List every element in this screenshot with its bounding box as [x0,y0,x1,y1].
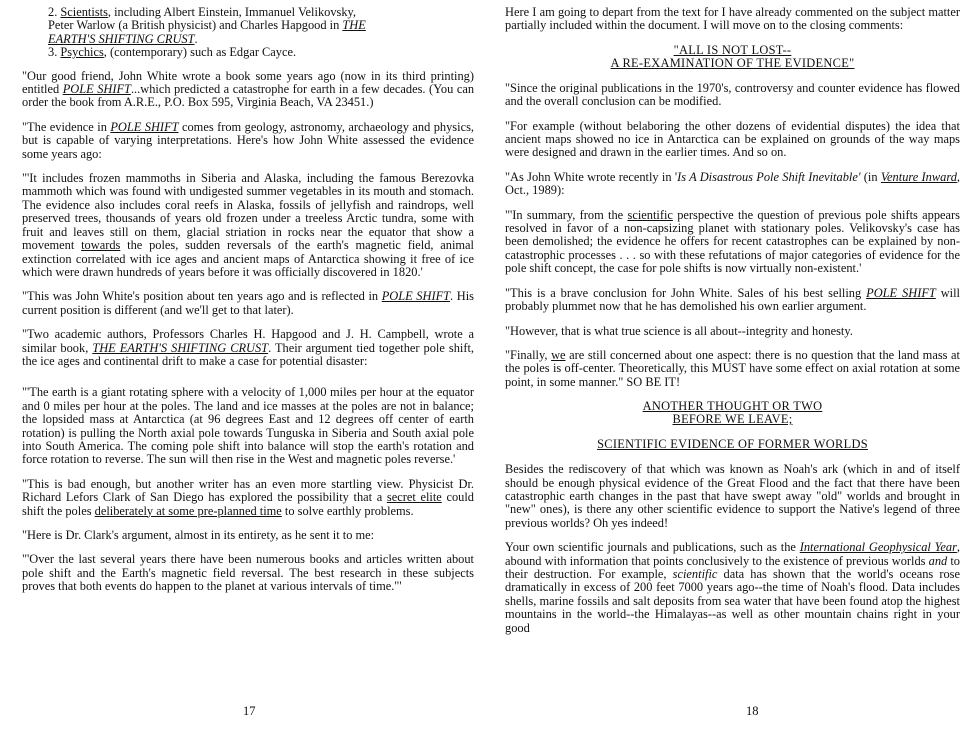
book-title: POLE SHIFT [866,285,936,300]
left-page [22,6,474,605]
text: , Oct., 1989): [505,169,960,198]
underlined-text: we [551,347,566,362]
text: "Our good friend, John White wrote a book some years ago (now in its third printing) entitled [22,68,474,97]
numbered-list [48,6,474,60]
paragraph [22,172,474,279]
text: (in [860,169,881,184]
text: "This is a brave conclusion for John White. Sales of his best selling [505,285,867,300]
section-heading [505,438,960,451]
list-term: Psychics [60,45,104,60]
text: . His current position is different (and we'll get to that later). [22,289,474,317]
right-page [505,6,960,646]
underlined-text: secret elite [386,490,442,505]
list-text: , (contemporary) such as Edgar Cayce. [103,45,297,60]
list-number: 3. [48,45,58,60]
emphasis-text: scientific [672,566,718,581]
paragraph: "Here is Dr. Clark's argument, almost in its entirety, as he sent it to me: [22,528,375,542]
paragraph: Here I am going to depart from the text for I have already commented on the subject matter partially included within the document. I will move on to the closing comments: [505,5,960,33]
paragraph: "However, that is what true science is all about--integrity and honesty. [505,323,853,338]
heading-line: A RE-EXAMINATION OF THE EVIDENCE" [610,55,855,70]
text: could shift the poles [22,490,474,518]
list-item [48,6,474,46]
text: "As John White wrote recently in ' [505,169,678,184]
text: comes from geology, astronomy, archaeology and physics, but is capable of varying interpretations. Here's how John White assessed the evidence some years ago: [22,119,474,161]
list-text: Peter Warlow (a British physicist) and Charles Hapgood in [48,18,343,33]
article-title: Is A Disastrous Pole Shift Inevitable' [677,169,861,184]
quote-paragraph: "'Over the last several years there have been numerous books and articles written about pole shift and the Earth's magnetic field reversal. The best research in these subjects proves that both events do happen to the planet at various intervals of time."' [22,552,474,594]
section-heading [505,44,960,70]
book-title: THE [342,18,366,33]
list-text: . [194,31,198,46]
quote-paragraph: "'The earth is a giant rotating sphere with a velocity of 1,000 miles per hour at the equator and 0 miles per hour at the poles. The land and ice masses at the poles are not in balance; the lopsided mass at Antarctica (at 96 degrees East and 12 degrees off center of earth rotation) is pulling the North axial pole towards Tunguska in Siberia and South axial pole into South America. The coming pole shift into balance will stop the earth's rotation and force rotation to reverse. The sun will then rise in the West and magnetic poles reverse.' [22,385,474,467]
text: Your own scientific journals and publications, such as the [505,540,800,555]
quote-paragraph [505,209,960,276]
paragraph [505,287,960,314]
page-number: 18 [746,704,759,718]
underlined-text: scientific [627,207,673,222]
text: data has shown that the world's oceans rose dramatically in excess of 200 feet 7000 years ago--the time of Noah's flood. Data includes shells, marine fossils and salt deposits from sea water that have been found atop the highest mountains in the world--the Himalayas--as well as other mountain chains right in your good [505,566,961,635]
list-term: Scientists [60,5,108,19]
text: , abound with information that points conclusively to the existence of previous worlds [505,540,960,568]
section-heading [505,400,960,426]
heading-line: BEFORE WE LEAVE; [672,412,793,427]
text: will probably plummet now that he has demolished his own earlier argument. [505,285,960,314]
paragraph: "Since the original publications in the 1970's, controversy and counter evidence has flowed and the overall conclusion can be modified. [505,80,960,109]
paragraph [22,70,474,110]
paragraph [22,328,474,368]
text: the poles, sudden reversals of the earth's magnetic field, animal extinction correlated with ice ages and ancient maps of Antarctica showing it free of ice which were drawn hundreds of years before it was officially discovered in 1820.' [22,238,475,279]
text: "'It includes frozen mammoths in Siberia and Alaska, including the famous Berezovka mammoth which was found with undigested summer vegetables in its mouth and stomach. The evidence also includes coral reefs in Alaska, fossils of jellyfish and raindrops, well preserved trees, thousands of years old frozen under a treeless Arctic tundra, some with fruit and leaves still on them, glacial striation in rocks near the equator that show a movement [22,171,474,253]
underlined-text: towards [81,238,121,253]
text: perspective the question of previous pole shifts appears resolved in favor of a non-capsizing planet with stationary poles. Velikovsky's case has been demolished; the evidence he offers for recent catastrophes can be explained by non-catastrophic processes . . . so with these refutations of major categories of evidence for the pole shift concept, the case for pole shifts is now virtually non-existent.' [505,207,960,276]
paragraph [505,349,960,389]
book-title: POLE SHIFT [62,82,131,97]
text: "This was John White's position about ten years ago and is reflected in [22,289,382,304]
list-text: , including Albert Einstein, Immanuel Velikovsky, [107,5,357,19]
text: "Finally, [505,347,552,362]
underlined-text: deliberately at some pre-planned time [94,503,282,518]
text: to their destruction. For example, [505,553,960,581]
paragraph [505,541,960,635]
text: "Two academic authors, Professors Charles H. Hapgood and J. H. Campbell, wrote a similar book, [22,327,474,355]
book-title: THE EARTH'S SHIFTING CRUST [92,340,269,355]
paragraph [22,290,474,317]
paragraph: Besides the rediscovery of that which was known as Noah's ark (which in and of itself should be enough physical evidence of the Great Flood and the fact that there have been catastrophic earth changes in the past that have swept away "old" worlds and brought in "new" ones), is there any other scientific evidence to support the Native's legend of three previous worlds? Oh yes indeed! [505,462,960,530]
heading-line: "ALL IS NOT LOST-- [673,42,792,57]
text: are still concerned about one aspect: there is no question that the land mass at the poles is off-center. Theoretically, this MUST have some effect on axial rotation at some point, in some manner." SO BE IT! [505,347,960,389]
text: . Their argument tied together pole shift, the ice ages and continental drift to make a case for potential disaster: [22,340,474,368]
text: ...which predicted a catastrophe for earth in a few decades. (You can order the book from A.R.E., P.O. Box 595, Virginia Beach, VA 23451.) [22,82,475,110]
paragraph [22,478,474,518]
heading-line: SCIENTIFIC EVIDENCE OF FORMER WORLDS [597,437,868,452]
publication-title: International Geophysical Year [799,540,957,555]
list-number: 2. [48,5,58,19]
magazine-title: Venture Inward [880,169,957,184]
paragraph [22,121,474,161]
paragraph [505,171,960,198]
book-title: EARTH'S SHIFTING CRUST [48,31,195,46]
book-title: POLE SHIFT [381,289,451,304]
text: to solve earthly problems. [281,503,414,518]
text: "This is bad enough, but another writer has an even more startling view. Physicist Dr. Richard Lefors Clark of San Diego has explored the possibility that a [22,476,474,505]
text: "The evidence in [22,119,111,134]
heading-line: ANOTHER THOUGHT OR TWO [642,399,823,414]
page-number: 17 [243,704,256,718]
list-item [48,46,474,59]
text: "'In summary, from the [505,207,628,222]
book-title: POLE SHIFT [110,119,179,134]
paragraph: "For example (without belaboring the other dozens of evidential disputes) the idea that ancient maps showed no ice in Antarctica can be explained on grounds of the way maps were designed and drawn in the earlier times. And so on. [505,118,960,160]
emphasis-text: and [928,553,948,568]
